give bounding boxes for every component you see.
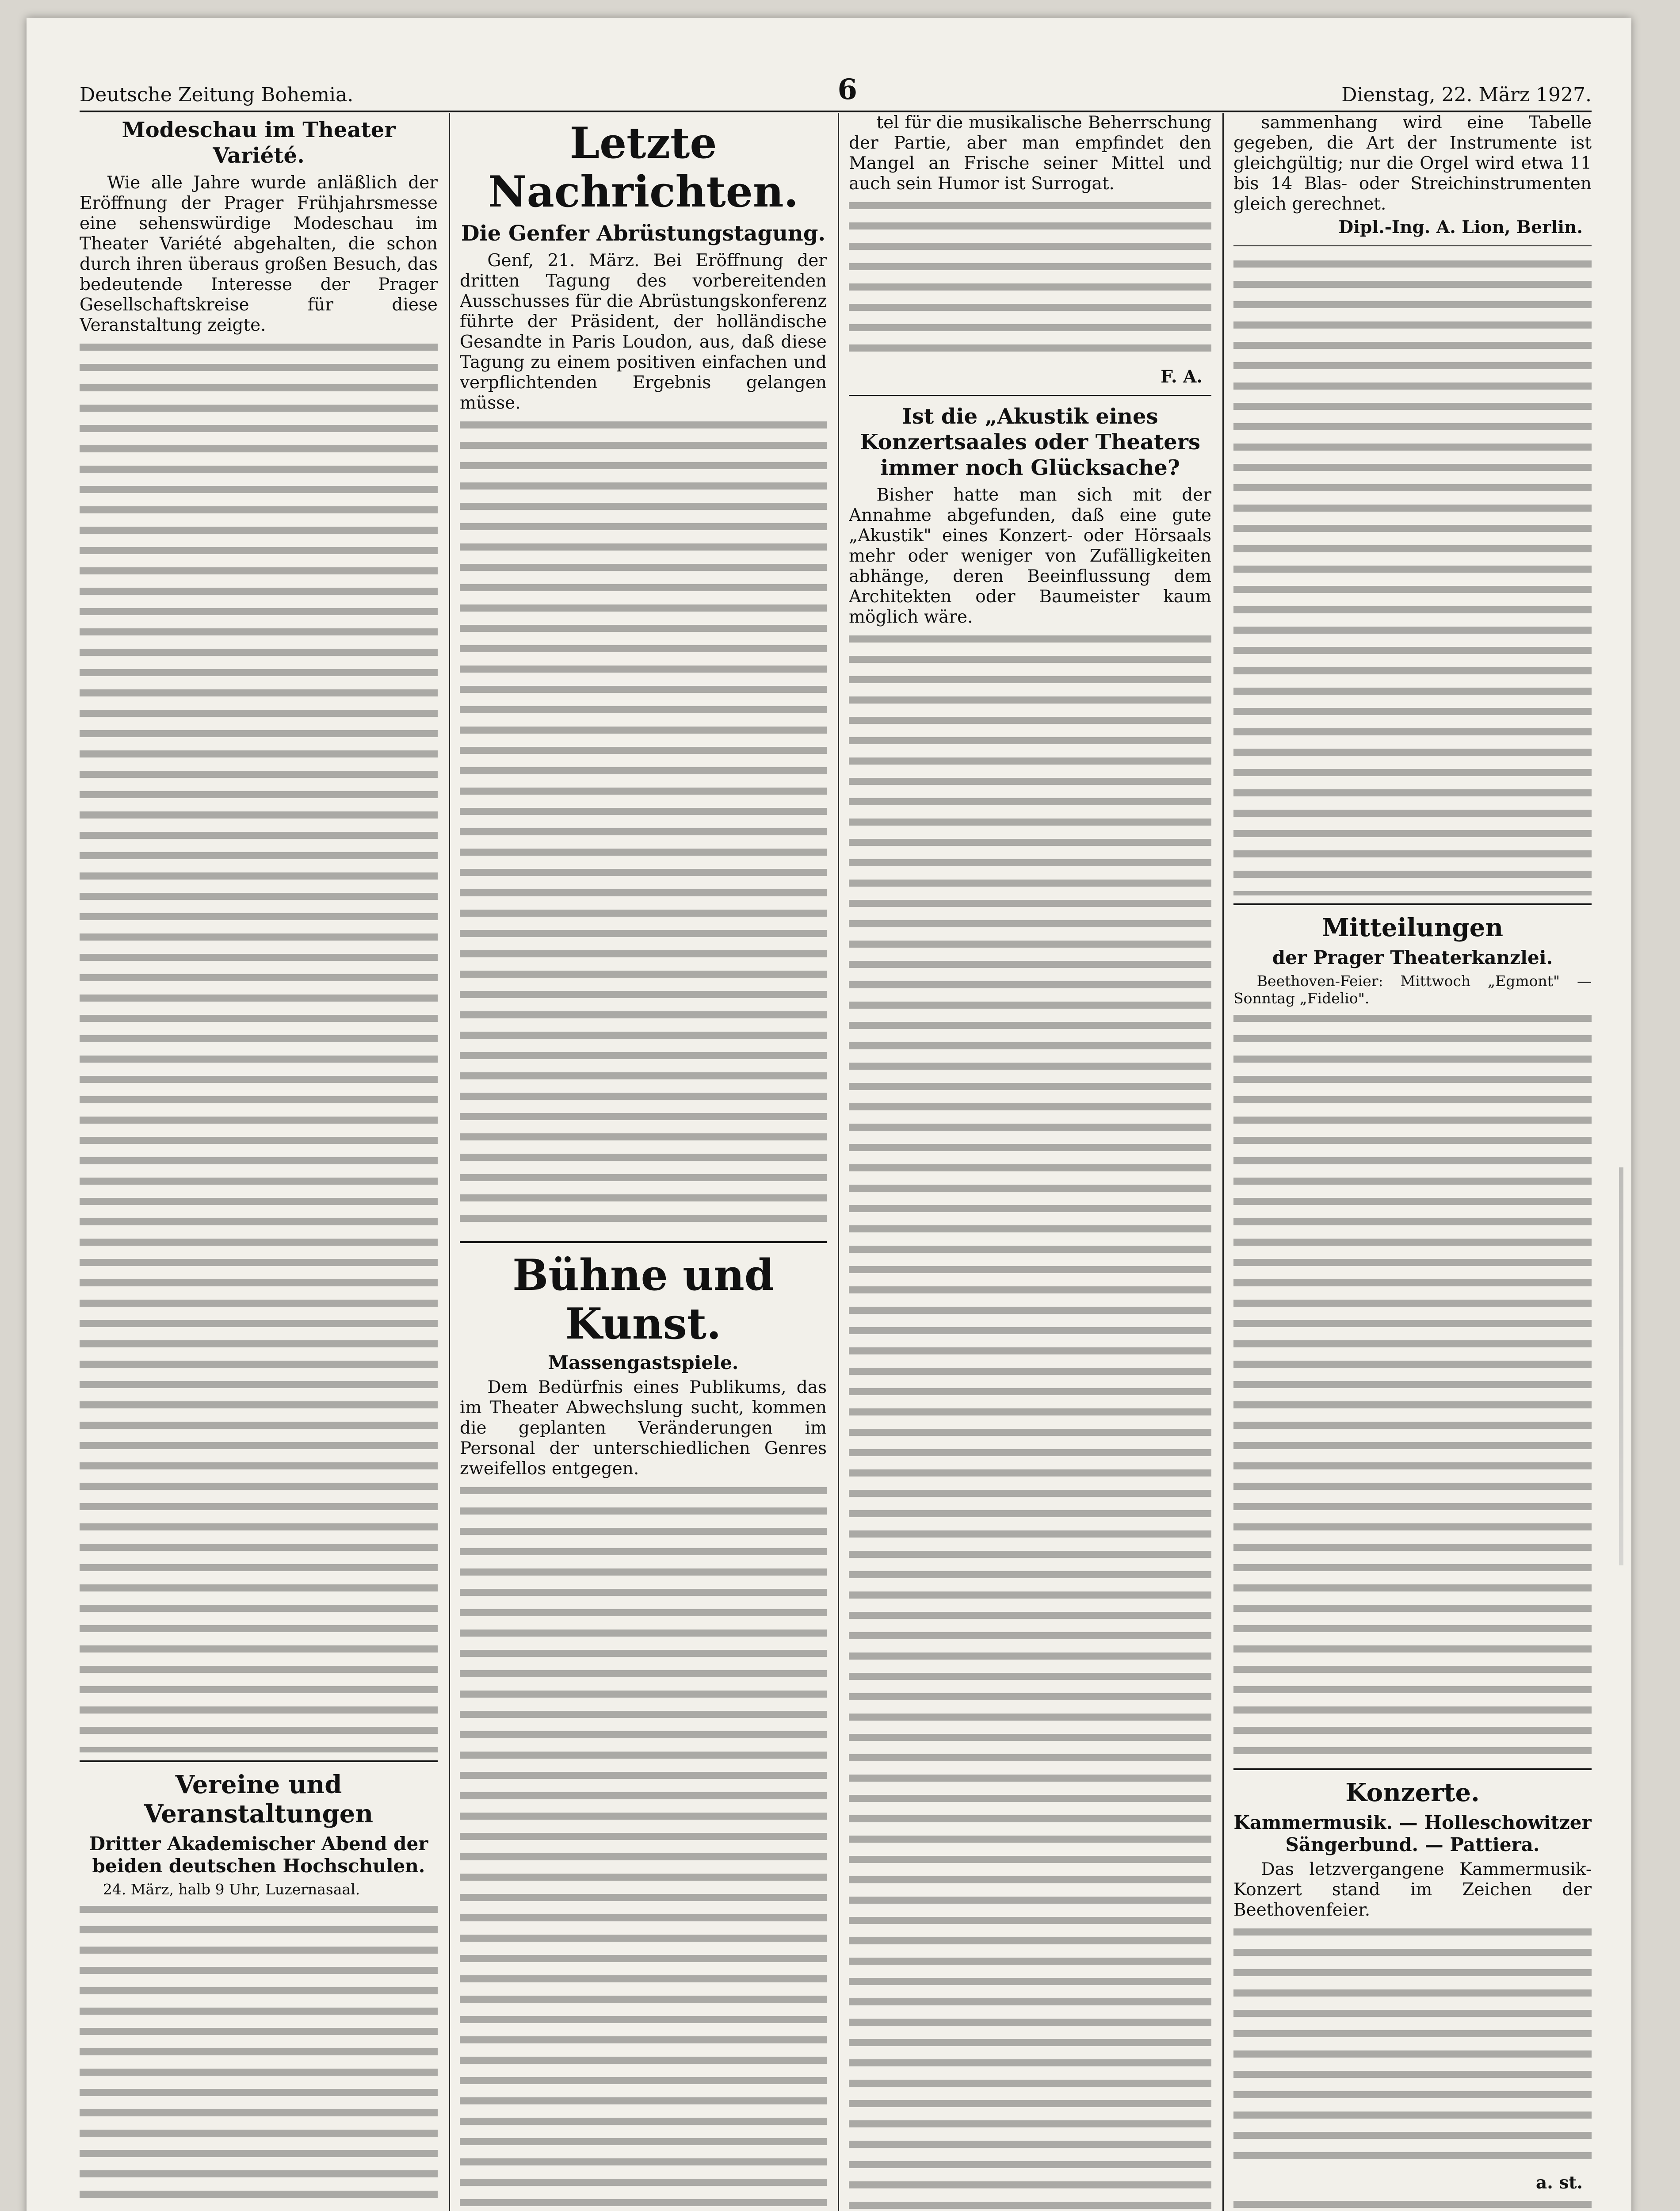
article-signature: Dipl.-Ing. A. Lion, Berlin. bbox=[1338, 217, 1583, 237]
column-rule bbox=[1222, 113, 1224, 2211]
column-rule bbox=[838, 113, 839, 2211]
article-subtitle-konzerte: Kammermusik. — Holleschowitzer Sängerbund. — Pattiera. bbox=[1233, 1812, 1592, 1855]
section-divider bbox=[1233, 245, 1592, 246]
article-body-vereine bbox=[80, 1900, 438, 2211]
newspaper-page bbox=[27, 18, 1631, 2211]
section-divider bbox=[1233, 903, 1592, 905]
article-text-continuation: tel für die musikalische Beherrschung der Partie, aber man empfindet den Mangel an Frische seiner Mittel und auch sein Humor ist Surrogat. bbox=[849, 113, 1211, 194]
article-signature: a. st. bbox=[1536, 2173, 1583, 2193]
page-header bbox=[80, 66, 1592, 112]
article-body-saengerbund bbox=[1233, 2195, 1592, 2211]
column-1 bbox=[80, 113, 438, 2211]
issue-date: Dienstag, 22. März 1927. bbox=[1341, 84, 1592, 106]
article-title-akustik: Ist die „Akustik eines Konzertsaales oder Theaters immer noch Glücksache? bbox=[860, 404, 1200, 480]
article-text-massengastspiele: Dem Bedürfnis eines Publikums, das im Theater Abwechslung sucht, kommen die geplanten Veränderungen im Personal der unterschiedlichen Genres zweifellos entgegen. bbox=[460, 1377, 827, 1479]
article-text-akustik: Bisher hatte man sich mit der Annahme abgefunden, daß eine gute „Akustik" eines Konzert- oder Hörsaals mehr oder weniger von Zufälligkeiten abhänge, deren Beeinflussung dem Architekten oder Baumeister kaum möglich wäre. bbox=[849, 485, 1211, 627]
section-divider bbox=[849, 395, 1211, 396]
section-title-vereine: Vereine und Veranstaltungen bbox=[144, 1770, 374, 1828]
article-subtitle-massengastspiele: Massengastspiele. bbox=[548, 1352, 739, 1373]
section-divider bbox=[1233, 1768, 1592, 1770]
section-title-konzerte: Konzerte. bbox=[1345, 1778, 1480, 1807]
article-body-modeschau bbox=[80, 337, 438, 1752]
article-body-mitteilungen bbox=[1233, 1009, 1592, 1760]
article-text-vereine: 24. März, halb 9 Uhr, Luzernasaal. bbox=[103, 1881, 360, 1898]
section-subtitle-mitteilungen: der Prager Theaterkanzlei. bbox=[1272, 947, 1553, 968]
column-3 bbox=[849, 113, 1211, 2211]
article-text-konzerte: Das letzvergangene Kammermusik-Konzert stand im Zeichen der Beethovenfeier. bbox=[1233, 1859, 1592, 1920]
article-text-abruestung: Genf, 21. März. Bei Eröffnung der dritten Tagung des vorbereitenden Ausschusses für die Abrüstungskonferenz führte der Präsident, der holländische Gesandte in Paris Loudon, aus, daß diese Tagung zu einem positiven einfachen und verpflichtenden Ergebnis gelangen müsse. bbox=[460, 251, 827, 413]
article-title-modeschau: Modeschau im Theater Variété. bbox=[122, 118, 396, 168]
article-subtitle-abruestung: Die Genfer Abrüstungstagung. bbox=[461, 221, 826, 246]
section-divider bbox=[80, 1760, 438, 1762]
article-body-abruestung bbox=[460, 415, 827, 1233]
article-body-konzerte bbox=[1233, 1922, 1592, 2170]
article-body-massengastspiele bbox=[460, 1481, 827, 2211]
article-subtitle-vereine: Dritter Akademischer Abend der beiden deutschen Hochschulen. bbox=[89, 1833, 428, 1877]
column-4 bbox=[1233, 113, 1592, 2211]
column-rule bbox=[449, 113, 450, 2211]
scan-edge-shadow bbox=[1619, 1167, 1623, 1565]
section-title-letzte-nachrichten: Letzte Nachrichten. bbox=[488, 118, 799, 217]
article-signature: F. A. bbox=[1161, 367, 1203, 387]
article-body-akustik bbox=[849, 629, 1211, 2211]
notes-body bbox=[1233, 254, 1592, 895]
section-divider bbox=[460, 1241, 827, 1243]
page-number: 6 bbox=[837, 73, 858, 106]
column-2 bbox=[460, 113, 827, 2211]
newspaper-name: Deutsche Zeitung Bohemia. bbox=[80, 84, 354, 106]
article-body-continuation bbox=[849, 196, 1211, 364]
section-title-mitteilungen: Mitteilungen bbox=[1321, 913, 1504, 942]
article-text-modeschau: Wie alle Jahre wurde anläßlich der Eröffnung der Prager Frühjahrsmesse eine sehenswürdige Modeschau im Theater Variété abgehalten, die schon durch ihren überaus großen Besuch, das bedeutende Interesse der Prager Gesellschaftskreise für diese Veranstaltung zeigte. bbox=[80, 173, 438, 335]
article-text-continuation: sammenhang wird eine Tabelle gegeben, die Art der Instrumente ist gleichgültig; nur die Orgel wird etwa 11 bis 14 Blas- oder Streichinstrumenten gleich gerechnet. bbox=[1233, 113, 1592, 214]
section-title-buehne-und-kunst: Bühne und Kunst. bbox=[512, 1250, 774, 1349]
article-text-mitteilungen: Beethoven-Feier: Mittwoch „Egmont" — Sonntag „Fidelio". bbox=[1233, 972, 1592, 1007]
